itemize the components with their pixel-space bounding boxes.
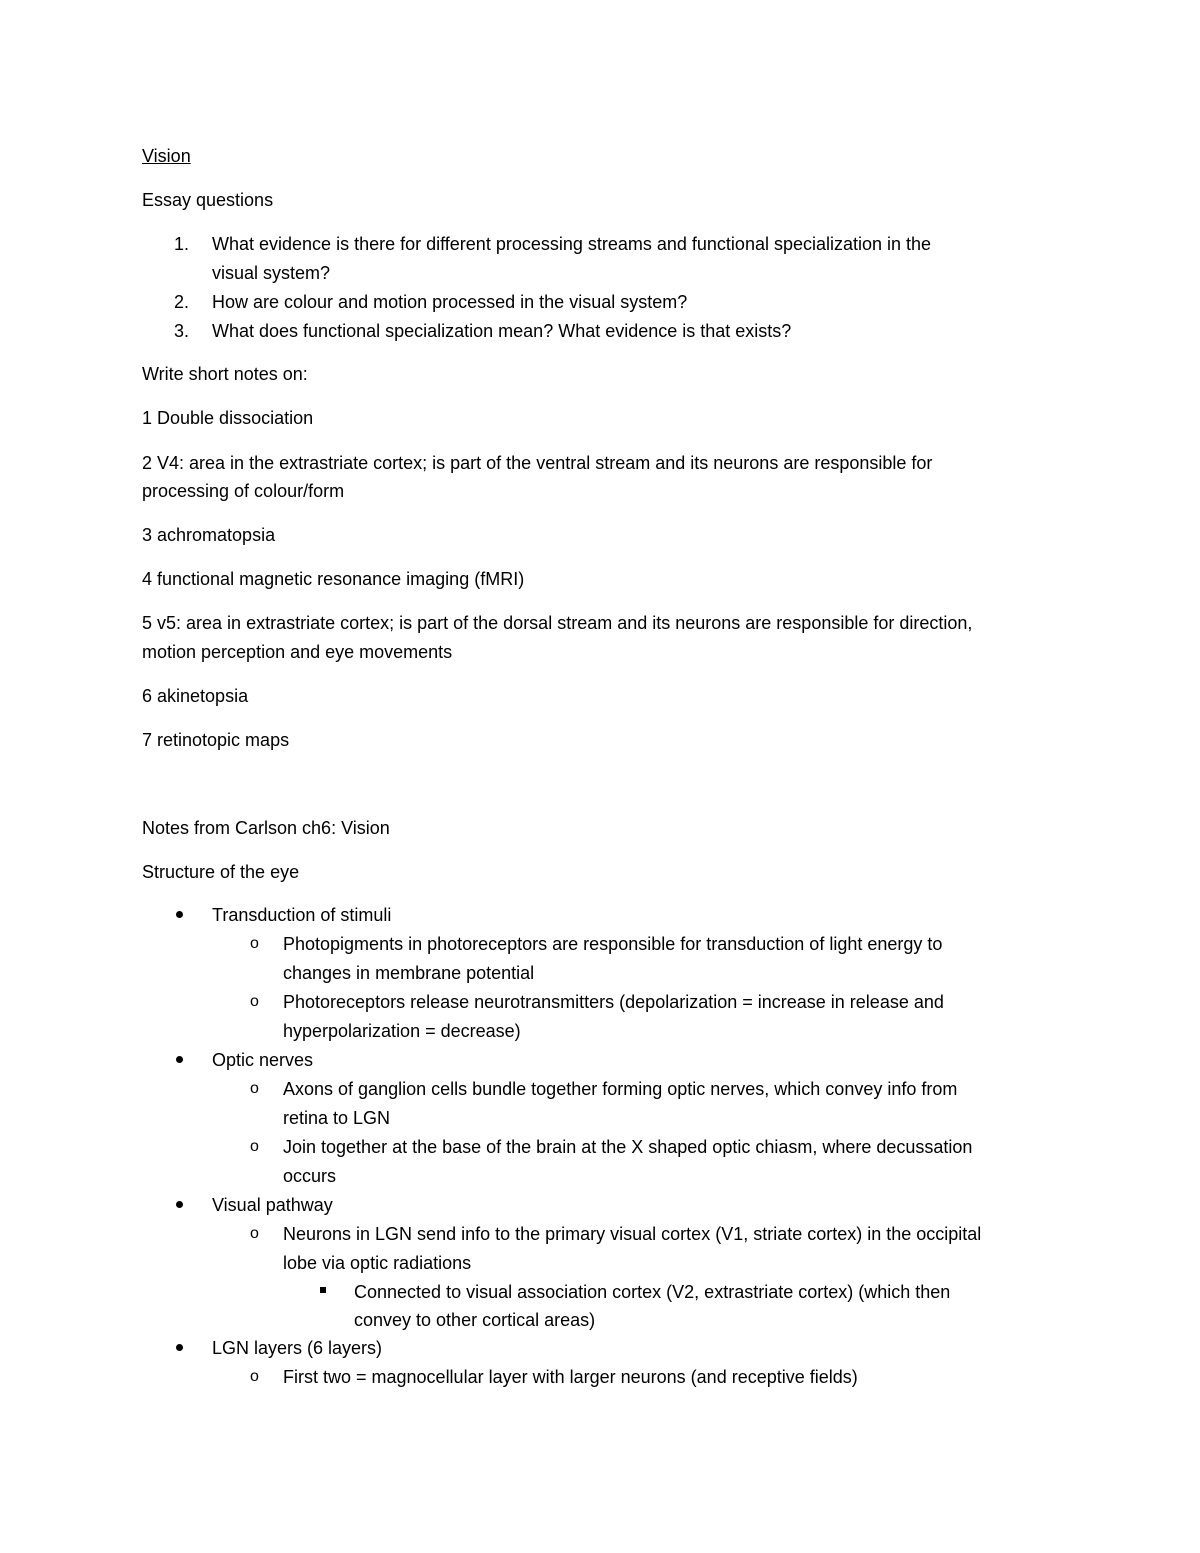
essay-question-number: 1. <box>174 234 190 254</box>
essay-question-text: visual system? <box>212 263 331 283</box>
outline-item: LGN layers (6 layers) <box>212 1338 383 1358</box>
short-note-item: 3 achromatopsia <box>142 525 276 545</box>
circle-bullet: o <box>250 935 259 952</box>
bullet-dot <box>176 1344 183 1351</box>
outline-subitem: occurs <box>283 1166 337 1186</box>
outline-subitem: Axons of ganglion cells bundle together forming optic nerves, which convey info from <box>283 1079 958 1099</box>
bullet-dot <box>176 1056 183 1063</box>
short-note-item: 2 V4: area in the extrastriate cortex; is part of the ventral stream and its neurons are responsible for <box>142 453 933 473</box>
essay-heading: Essay questions <box>142 190 274 210</box>
bullet-dot <box>176 1201 183 1208</box>
circle-bullet: o <box>250 1138 259 1155</box>
essay-question-text: How are colour and motion processed in the visual system? <box>212 292 688 312</box>
circle-bullet: o <box>250 1080 259 1097</box>
essay-question-number: 3. <box>174 321 190 341</box>
essay-question-number: 2. <box>174 292 190 312</box>
circle-bullet: o <box>250 1368 259 1385</box>
short-note-item: 5 v5: area in extrastriate cortex; is part of the dorsal stream and its neurons are responsible for direction, <box>142 613 973 633</box>
outline-subsubitem: convey to other cortical areas) <box>354 1310 596 1330</box>
short-notes-heading: Write short notes on: <box>142 364 308 384</box>
bullet-dot <box>176 911 183 918</box>
outline-item: Optic nerves <box>212 1050 314 1070</box>
short-note-item: 6 akinetopsia <box>142 686 249 706</box>
structure-heading: Structure of the eye <box>142 862 300 882</box>
carlson-heading: Notes from Carlson ch6: Vision <box>142 818 390 838</box>
short-note-item: 1 Double dissociation <box>142 408 314 428</box>
circle-bullet: o <box>250 993 259 1010</box>
square-bullet <box>320 1287 326 1293</box>
outline-subitem: changes in membrane potential <box>283 963 535 983</box>
outline-item: Visual pathway <box>212 1195 333 1215</box>
outline-subitem: lobe via optic radiations <box>283 1253 472 1273</box>
outline-subitem: retina to LGN <box>283 1108 391 1128</box>
outline-subitem: Photopigments in photoreceptors are responsible for transduction of light energy to <box>283 934 943 954</box>
short-note-item: 4 functional magnetic resonance imaging (fMRI) <box>142 569 525 589</box>
short-note-item: processing of colour/form <box>142 481 345 501</box>
outline-subitem: hyperpolarization = decrease) <box>283 1021 521 1041</box>
short-note-item: 7 retinotopic maps <box>142 730 290 750</box>
outline-subsubitem: Connected to visual association cortex (V2, extrastriate cortex) (which then <box>354 1282 951 1302</box>
outline-subitem: Join together at the base of the brain at the X shaped optic chiasm, where decussation <box>283 1137 973 1157</box>
essay-question-text: What does functional specialization mean? What evidence is that exists? <box>212 321 792 341</box>
outline-subitem: Photoreceptors release neurotransmitters (depolarization = increase in release and <box>283 992 944 1012</box>
essay-question-text: What evidence is there for different processing streams and functional specialization in the <box>212 234 932 254</box>
outline-subitem: First two = magnocellular layer with larger neurons (and receptive fields) <box>283 1367 858 1387</box>
document-title: Vision <box>142 146 191 166</box>
outline-subitem: Neurons in LGN send info to the primary visual cortex (V1, striate cortex) in the occipital <box>283 1224 982 1244</box>
outline-item: Transduction of stimuli <box>212 905 392 925</box>
circle-bullet: o <box>250 1225 259 1242</box>
short-note-item: motion perception and eye movements <box>142 642 453 662</box>
